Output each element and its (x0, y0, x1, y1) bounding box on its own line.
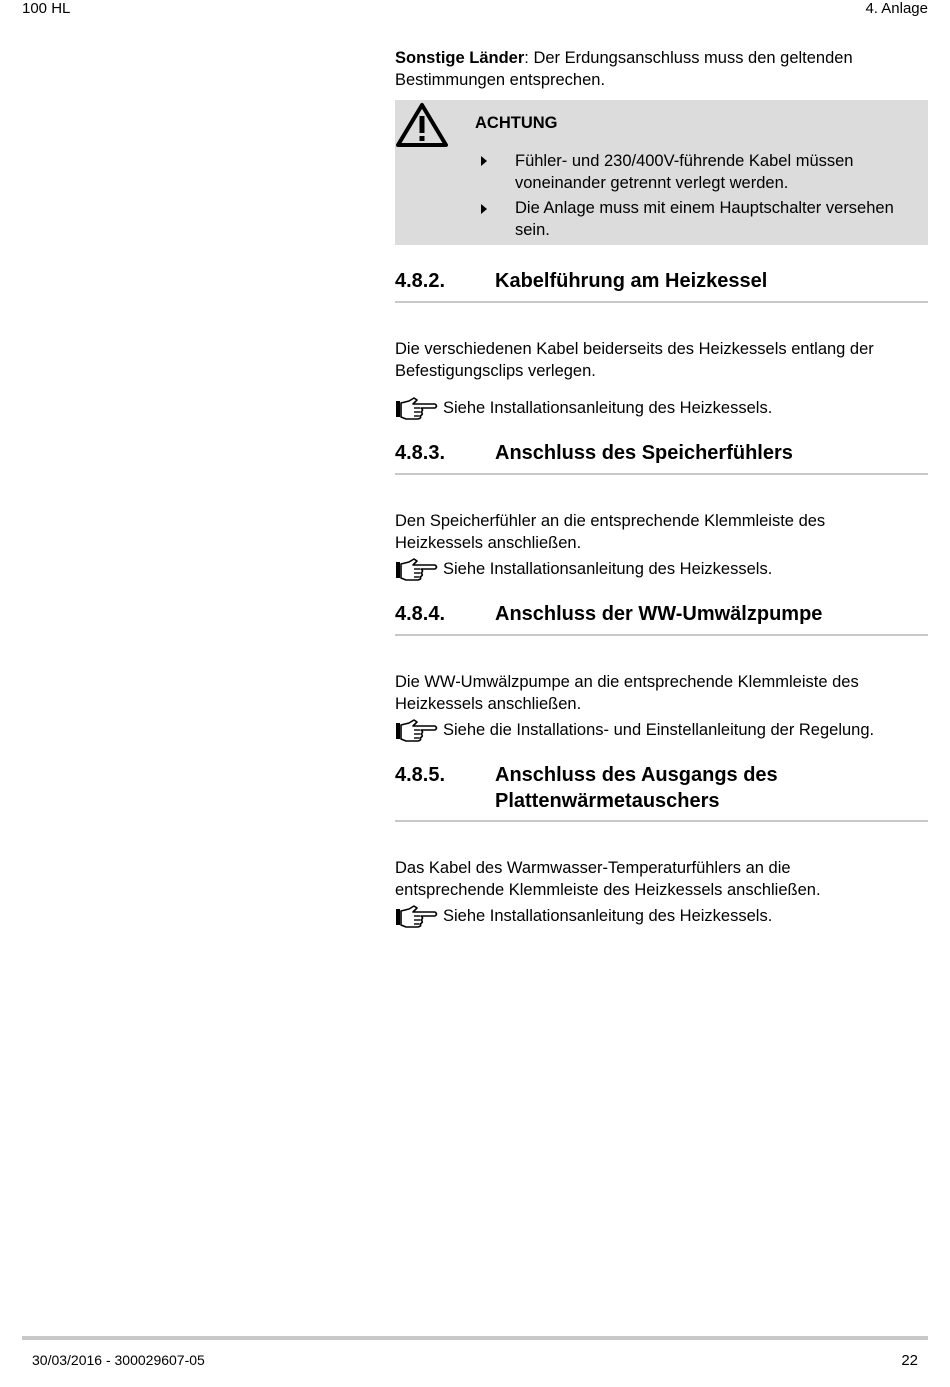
pointing-hand-icon (395, 557, 439, 581)
pointing-hand-icon (395, 396, 439, 420)
section-number: 4.8.5. (395, 764, 446, 786)
warning-item (515, 197, 925, 241)
reference-note (395, 396, 772, 420)
warning-item-line: voneinander getrennt verlegt werden. (515, 174, 789, 192)
reference-text: Siehe Installationsanleitung des Heizkessels. (443, 399, 773, 417)
section-divider (395, 301, 928, 303)
section-divider (395, 634, 928, 636)
header-chapter: 4. Anlage (865, 0, 928, 17)
reference-text: Siehe Installationsanleitung des Heizkessels. (443, 560, 773, 578)
intro-bold-label: Sonstige Länder (395, 49, 525, 67)
reference-note (395, 557, 772, 581)
warning-triangle-icon (395, 102, 449, 148)
body-line: Die verschiedenen Kabel beiderseits des Heizkessels entlang der (395, 340, 874, 358)
warning-title: ACHTUNG (475, 114, 558, 132)
warning-item-line: Fühler- und 230/400V-führende Kabel müssen (515, 152, 854, 170)
reference-note (395, 718, 874, 742)
header-doc-id: 100 HL (22, 0, 71, 17)
warning-item-line: sein. (515, 221, 550, 239)
section-body (395, 857, 935, 901)
section-title: Anschluss der WW-Umwälzpumpe (495, 603, 823, 625)
section-body (395, 510, 935, 554)
body-line: Heizkessels anschließen. (395, 534, 582, 552)
bullet-arrow-icon (481, 156, 487, 166)
footer-divider (22, 1336, 928, 1340)
body-line: entsprechende Klemmleiste des Heizkessels anschließen. (395, 881, 821, 899)
reference-text: Siehe Installationsanleitung des Heizkessels. (443, 907, 773, 925)
pointing-hand-icon (395, 718, 439, 742)
body-line: Heizkessels anschließen. (395, 695, 582, 713)
section-title: Anschluss des Speicherfühlers (495, 442, 793, 464)
section-divider (395, 820, 928, 822)
section-body (395, 338, 935, 382)
intro-paragraph (395, 47, 935, 91)
page-number: 22 (901, 1352, 918, 1369)
body-line: Das Kabel des Warmwasser-Temperaturfühlers an die (395, 859, 791, 877)
section-number: 4.8.2. (395, 270, 446, 292)
section-body (395, 671, 935, 715)
body-line: Den Speicherfühler an die entsprechende Klemmleiste des (395, 512, 826, 530)
section-divider (395, 473, 928, 475)
section-title-line: Plattenwärmetauschers (495, 790, 720, 812)
section-number: 4.8.4. (395, 603, 446, 625)
section-title (495, 762, 778, 814)
intro-text-line2: Bestimmungen entsprechen. (395, 71, 606, 89)
body-line: Befestigungsclips verlegen. (395, 362, 596, 380)
section-title-line: Anschluss des Ausgangs des (495, 764, 778, 786)
footer-date-docnumber: 30/03/2016 - 300029607-05 (32, 1352, 205, 1368)
section-title: Kabelführung am Heizkessel (495, 270, 768, 292)
warning-item (515, 150, 925, 194)
reference-note (395, 904, 772, 928)
warning-item-line: Die Anlage muss mit einem Hauptschalter versehen (515, 199, 894, 217)
bullet-arrow-icon (481, 204, 487, 214)
warning-box (395, 100, 928, 245)
section-number: 4.8.3. (395, 442, 446, 464)
intro-text: : Der Erdungsanschluss muss den geltenden (524, 49, 853, 67)
reference-text: Siehe die Installations- und Einstellanleitung der Regelung. (443, 721, 875, 739)
pointing-hand-icon (395, 904, 439, 928)
body-line: Die WW-Umwälzpumpe an die entsprechende Klemmleiste des (395, 673, 859, 691)
